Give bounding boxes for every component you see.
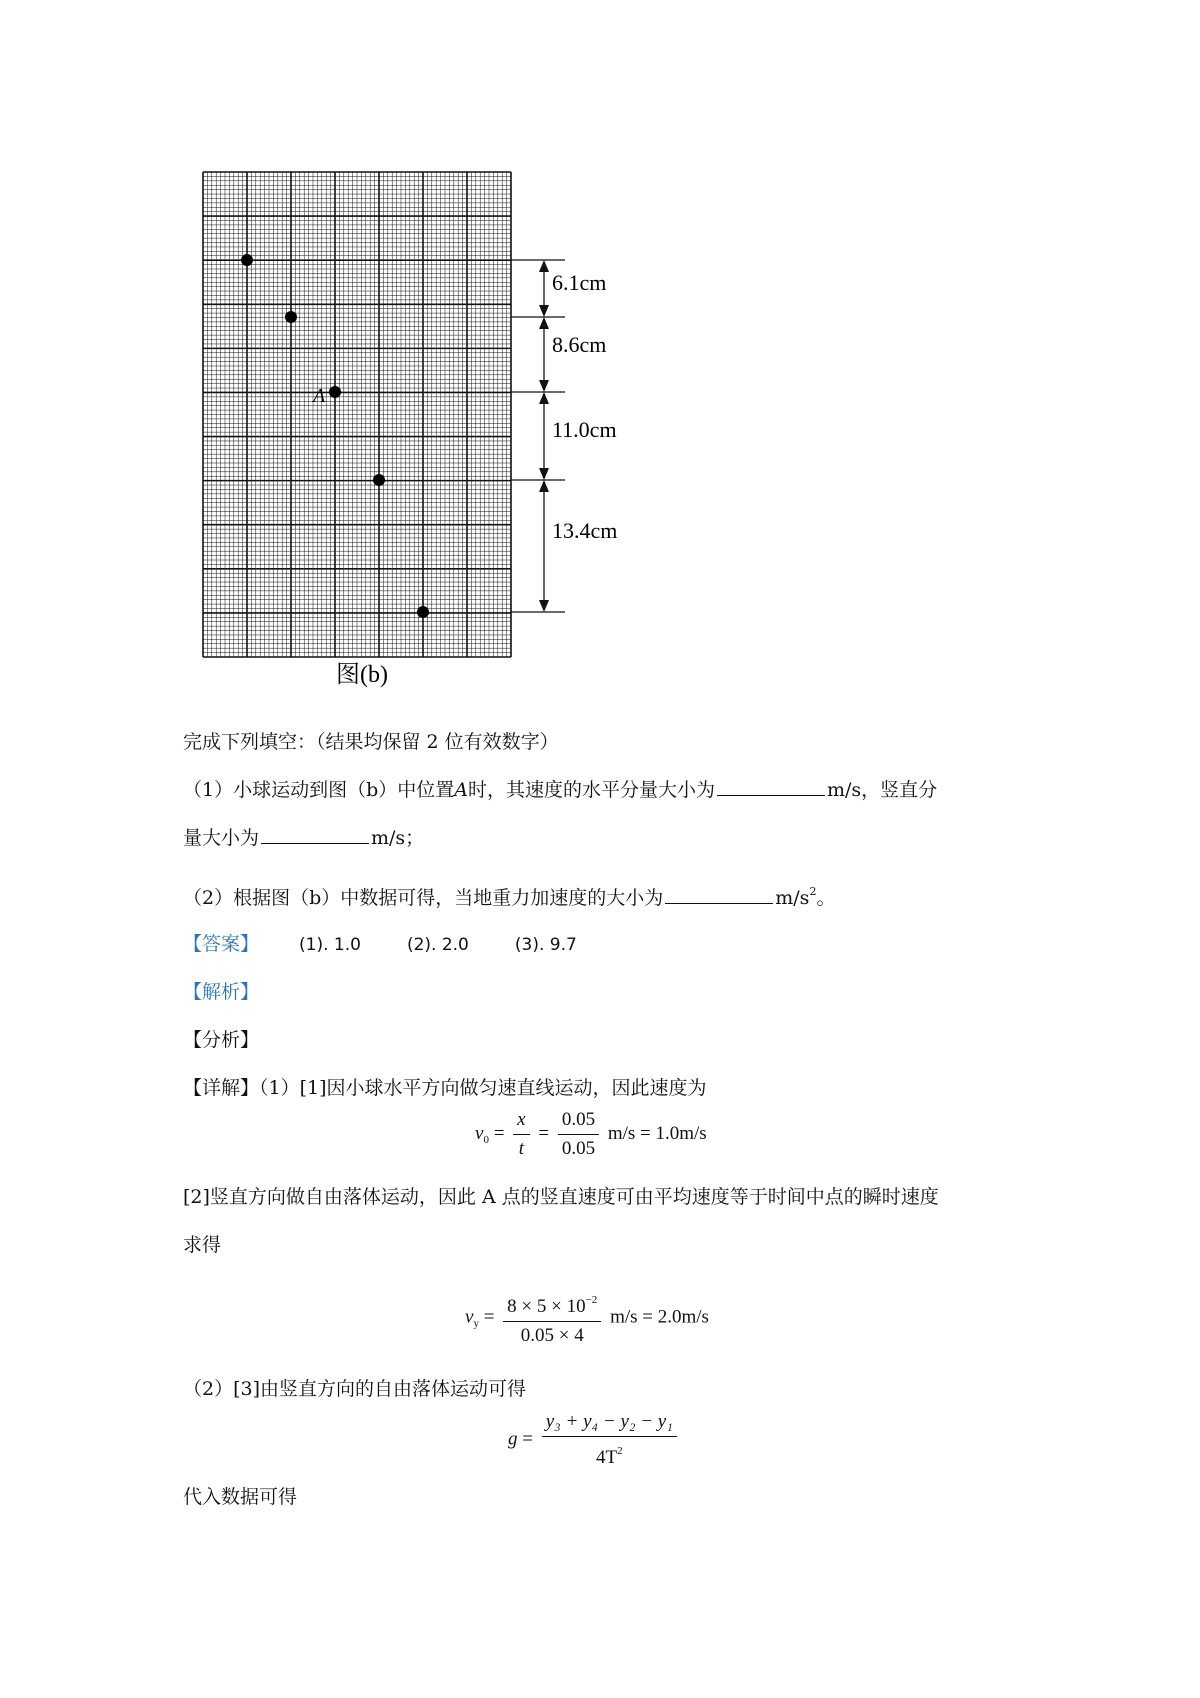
detail-tag: 【详解】 <box>183 1077 260 1099</box>
detail-line-2: [2]竖直方向做自由落体运动，因此 A 点的竖直速度可由平均速度等于时间中点的瞬时速度 <box>183 1186 939 1208</box>
question-1-line-1 <box>183 776 937 804</box>
ball-dot-4 <box>373 474 385 486</box>
question-1-line-2 <box>183 824 424 852</box>
q2-unit: m/s <box>775 887 810 909</box>
arrowhead-down-4 <box>539 600 549 612</box>
arrowhead-down-2 <box>539 380 549 392</box>
eq2-lhs-sub: y <box>473 1317 479 1330</box>
equation-v0: $v_0$ = $\frac{x}{t}$ = $\frac{0.05}{0.05}$ m/s = 1.0m/s <box>475 1109 707 1159</box>
point-a-label: A <box>313 385 326 407</box>
q2-end: 。 <box>816 887 836 909</box>
interval-label-1: 6.1cm <box>552 270 607 295</box>
answer-blank-3[interactable] <box>665 885 773 904</box>
interval-label-3: 11.0cm <box>552 417 617 442</box>
answer-tag: 【答案】 <box>183 933 260 955</box>
arrowhead-down-1 <box>539 305 549 317</box>
q1-unit2: m/s； <box>371 827 425 849</box>
arrowhead-up-4 <box>539 480 549 492</box>
ball-dot-5 <box>417 606 429 618</box>
answer-item-3: (3). 9.7 <box>514 935 577 955</box>
eq1-lhs-sub: 0 <box>483 1133 489 1146</box>
q2-unit-sup: 2 <box>809 885 817 898</box>
answer-line <box>183 930 623 959</box>
arrowhead-down-3 <box>539 468 549 480</box>
eq2-frac: $\frac{8 \times 5 \times 10^{-2}}{0.05 \times 4}$ <box>503 1288 601 1348</box>
interval-label-4: 13.4cm <box>552 518 618 543</box>
q1-point-a: A <box>454 779 468 801</box>
detail-line-1 <box>183 1074 707 1102</box>
grid-paper <box>203 172 511 657</box>
arrowhead-up-1 <box>539 260 549 272</box>
q1-prefix: （1）小球运动到图（b）中位置 <box>183 779 455 801</box>
ball-dot-3 <box>329 386 341 398</box>
equation-g: g = $\frac{\text{y₃ + y₄ − y₂ − y₁}}{4T^2}$ <box>508 1410 681 1470</box>
answer-item-2: (2). 2.0 <box>406 935 469 955</box>
equation-vy: $v_y$ = $\frac{8 \times 5 \times 10^{-2}}{0.05 \times 4}$ m/s = 2.0m/s <box>465 1288 709 1348</box>
ball-dot-1 <box>241 254 253 266</box>
answer-blank-2[interactable] <box>261 825 369 844</box>
eq1-frac-1: $\frac{x}{t}$ <box>513 1108 529 1161</box>
eq2-lhs: v <box>465 1306 474 1328</box>
fenxi-tag: 【分析】 <box>183 1029 260 1051</box>
detail-line-3: 求得 <box>183 1234 222 1256</box>
q1-unit1: m/s，竖直分 <box>827 779 938 801</box>
jiexi-tag: 【解析】 <box>183 981 260 1003</box>
eq3-lhs: g <box>508 1428 518 1450</box>
instructions: 完成下列填空：（结果均保留 2 位有效数字） <box>183 731 559 753</box>
eq1-rhs: m/s = 1.0m/s <box>607 1122 707 1144</box>
figure-b <box>0 0 700 700</box>
detail-text-1: （1）[1]因小球水平方向做匀速直线运动，因此速度为 <box>259 1077 707 1099</box>
eq1-lhs: v <box>475 1122 484 1144</box>
eq1-frac-2: $\frac{0.05}{0.05}$ <box>558 1108 599 1161</box>
detail-line-5: 代入数据可得 <box>183 1486 298 1508</box>
interval-label-2: 8.6cm <box>552 332 607 357</box>
question-2 <box>183 878 835 912</box>
answer-blank-1[interactable] <box>717 777 825 796</box>
detail-line-4: （2）[3]由竖直方向的自由落体运动可得 <box>183 1378 527 1400</box>
eq2-rhs: m/s = 2.0m/s <box>610 1306 709 1328</box>
q1-line2-prefix: 量大小为 <box>183 827 260 849</box>
arrowhead-up-3 <box>539 392 549 404</box>
eq3-frac: $\frac{\text{y₃ + y₄ − y₂ − y₁}}{4T^2}$ <box>542 1410 677 1470</box>
arrowhead-up-2 <box>539 317 549 329</box>
q1-mid: 时，其速度的水平分量大小为 <box>468 779 716 801</box>
figure-caption: 图(b) <box>336 662 388 688</box>
ball-dot-2 <box>285 311 297 323</box>
answer-item-1: (1). 1.0 <box>299 935 361 955</box>
q2-prefix: （2）根据图（b）中数据可得，当地重力加速度的大小为 <box>183 887 664 909</box>
